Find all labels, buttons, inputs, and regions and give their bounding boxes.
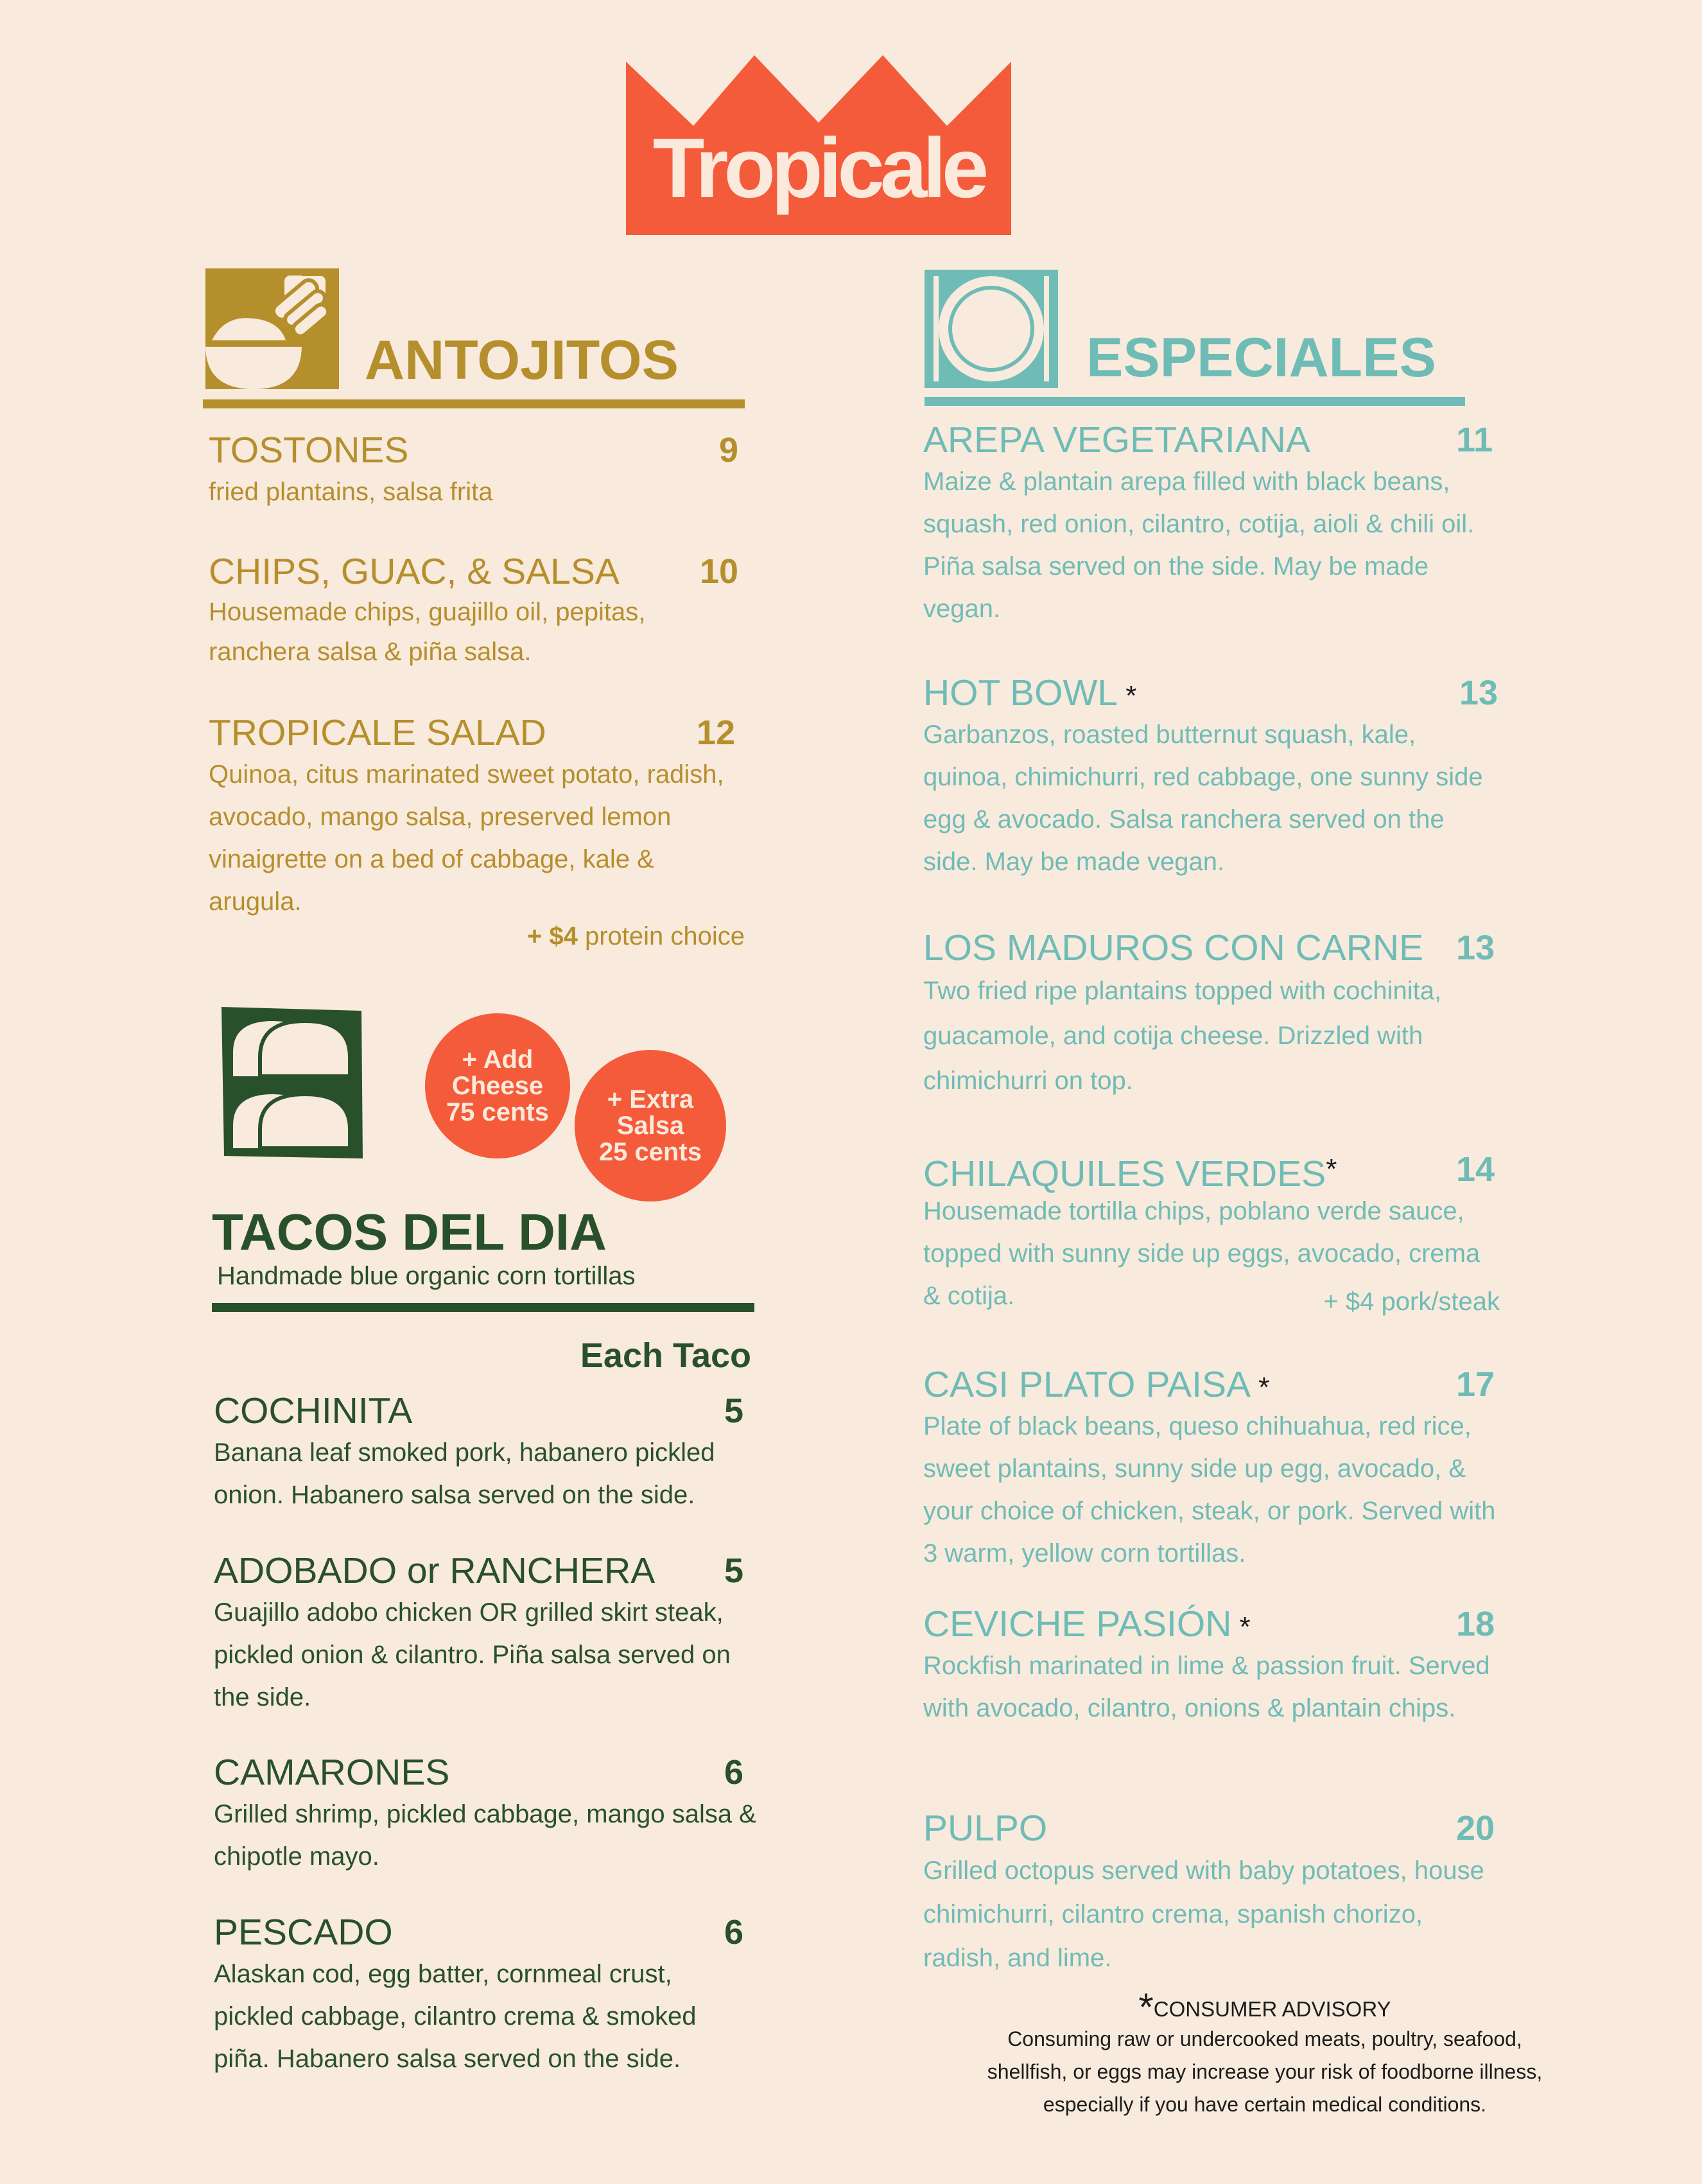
item-price: 17 <box>1456 1365 1495 1404</box>
menu-item <box>923 1363 1501 1575</box>
item-name-text: HOT BOWL <box>923 672 1118 713</box>
item-price: 5 <box>724 1551 744 1590</box>
advisory-star: * <box>1251 1372 1270 1403</box>
item-price: 13 <box>1456 929 1495 967</box>
item-name-text: CHILAQUILES VERDES <box>923 1153 1326 1194</box>
item-name <box>923 1148 1337 1196</box>
menu-item <box>209 428 742 513</box>
advisory-title-text: CONSUMER ADVISORY <box>1153 1997 1391 2021</box>
antojitos-title: ANTOJITOS <box>365 329 679 391</box>
menu-item <box>209 711 742 923</box>
especiales-title: ESPECIALES <box>1086 327 1436 389</box>
menu-item <box>214 1389 753 1516</box>
item-price: 10 <box>700 552 739 591</box>
badge-line: + Add <box>462 1045 534 1074</box>
advisory-body <box>886 2023 1644 2121</box>
item-price: 6 <box>724 1753 744 1792</box>
tacos-subtitle: Handmade blue organic corn tortillas <box>217 1262 636 1290</box>
item-name-text: CASI PLATO PAISA <box>923 1364 1251 1405</box>
tacos-divider <box>212 1303 754 1312</box>
item-description: Guajillo adobo chicken OR grilled skirt steak, pickled onion & cilantro. Piña salsa served on the side. <box>214 1598 731 1711</box>
item-description: fried plantains, salsa frita <box>209 478 493 506</box>
consumer-advisory <box>886 1986 1644 2121</box>
item-name: CHIPS, GUAC, & SALSA <box>209 551 620 592</box>
menu-item <box>214 1751 756 1878</box>
item-price: 14 <box>1456 1150 1495 1189</box>
item-price: 11 <box>1456 421 1493 459</box>
protein-note-price: + $4 <box>526 922 578 950</box>
brand-name: Tropicale <box>652 121 985 215</box>
item-description: Housemade chips, guajillo oil, pepitas, ranchera salsa & piña salsa. <box>209 598 646 666</box>
menu-item <box>214 1910 756 2080</box>
item-name: PULPO <box>923 1808 1048 1849</box>
badge-line: 25 cents <box>598 1137 702 1166</box>
item-name: TROPICALE SALAD <box>209 712 546 753</box>
advisory-star: * <box>1138 1986 1154 2029</box>
extra-salsa-badge <box>575 1050 726 1201</box>
advisory-star: * <box>1117 680 1137 712</box>
item-description: Banana leaf smoked pork, habanero pickled onion. Habanero salsa served on the side. <box>214 1438 715 1509</box>
antojitos-divider <box>203 399 745 408</box>
item-price: 9 <box>719 431 739 469</box>
hand-bowl-icon <box>205 268 339 389</box>
especiales-divider <box>925 397 1465 406</box>
item-price: 12 <box>697 713 736 752</box>
advisory-star: * <box>1326 1153 1337 1185</box>
item-name <box>923 1602 1251 1649</box>
item-name <box>923 671 1136 718</box>
item-name: LOS MADUROS CON CARNE <box>923 927 1424 968</box>
item-description: Plate of black beans, queso chihuahua, red rice, sweet plantains, sunny side up egg, avocado, & your choice of chicken, steak, or pork. Served with 3 warm, yellow corn tortillas. <box>923 1412 1496 1568</box>
pork-steak-note: + $4 pork/steak <box>1323 1288 1500 1316</box>
protein-note-text: protein choice <box>577 922 745 950</box>
advisory-line: Consuming raw or undercooked meats, poultry, seafood, <box>1007 2027 1522 2050</box>
item-description: Quinoa, citus marinated sweet potato, radish, avocado, mango salsa, preserved lemon vinaigrette on a bed of cabbage, kale & arugula. <box>209 760 724 916</box>
item-name <box>923 1363 1269 1410</box>
item-description: Garbanzos, roasted butternut squash, kale, quinoa, chimichurri, red cabbage, one sunny side egg & avocado. Salsa ranchera served on the side. May be made vegan. <box>923 721 1483 876</box>
menu-item <box>923 418 1501 630</box>
item-name: CAMARONES <box>214 1752 450 1793</box>
item-description: Maize & plantain arepa filled with black beans, squash, red onion, cilantro, cotija, aioli & chili oil. Piña salsa served on the side. May be made vegan. <box>923 467 1475 623</box>
item-price: 13 <box>1459 674 1498 712</box>
item-name-text: CEVICHE PASIÓN <box>923 1603 1232 1645</box>
item-name: PESCADO <box>214 1912 393 1953</box>
advisory-star: * <box>1231 1611 1251 1643</box>
badge-line: Salsa <box>616 1111 684 1140</box>
item-price: 6 <box>724 1913 744 1952</box>
item-price: 18 <box>1456 1605 1495 1643</box>
advisory-title <box>886 1986 1644 2029</box>
item-name: ADOBADO or RANCHERA <box>214 1550 656 1591</box>
menu-item <box>214 1549 756 1718</box>
menu-item <box>923 1806 1501 1980</box>
item-price: 20 <box>1456 1809 1495 1848</box>
advisory-line: shellfish, or eggs may increase your risk of foodborne illness, <box>987 2060 1543 2083</box>
protein-note <box>449 917 745 956</box>
item-description: Two fried ripe plantains topped with cochinita, guacamole, and cotija cheese. Drizzled with chimichurri on top. <box>923 977 1442 1095</box>
item-description: Housemade tortilla chips, poblano verde sauce, topped with sunny side up eggs, avocado, crema & cotija. <box>923 1197 1481 1310</box>
tacos-icon <box>221 1007 363 1158</box>
item-name: AREPA VEGETARIANA <box>923 419 1310 460</box>
badge-line: 75 cents <box>446 1097 550 1126</box>
menu-item <box>923 671 1501 883</box>
item-name: COCHINITA <box>214 1390 413 1431</box>
tacos-title: TACOS DEL DIA <box>212 1203 607 1261</box>
menu-item <box>923 1602 1501 1729</box>
badge-line: + Extra <box>607 1085 694 1114</box>
item-description: Grilled octopus served with baby potatoes, house chimichurri, cilantro crema, spanish chorizo, radish, and lime. <box>923 1856 1484 1972</box>
item-description: Grilled shrimp, pickled cabbage, mango salsa & chipotle mayo. <box>214 1800 756 1871</box>
badge-line: Cheese <box>451 1071 544 1100</box>
add-cheese-badge <box>425 1013 570 1158</box>
menu-item <box>923 926 1501 1103</box>
item-description: Alaskan cod, egg batter, cornmeal crust, pickled cabbage, cilantro crema & smoked piña. Habanero salsa served on the side. <box>214 1960 697 2073</box>
item-price: 5 <box>724 1392 744 1430</box>
advisory-line: especially if you have certain medical conditions. <box>1043 2093 1487 2116</box>
each-taco-label: Each Taco <box>580 1336 751 1375</box>
item-description: Rockfish marinated in lime & passion fruit. Served with avocado, cilantro, onions & plantain chips. <box>923 1652 1490 1722</box>
item-name: TOSTONES <box>209 430 409 471</box>
menu-item <box>209 550 742 672</box>
tropicale-logo <box>626 55 1011 235</box>
plate-icon <box>925 270 1058 388</box>
